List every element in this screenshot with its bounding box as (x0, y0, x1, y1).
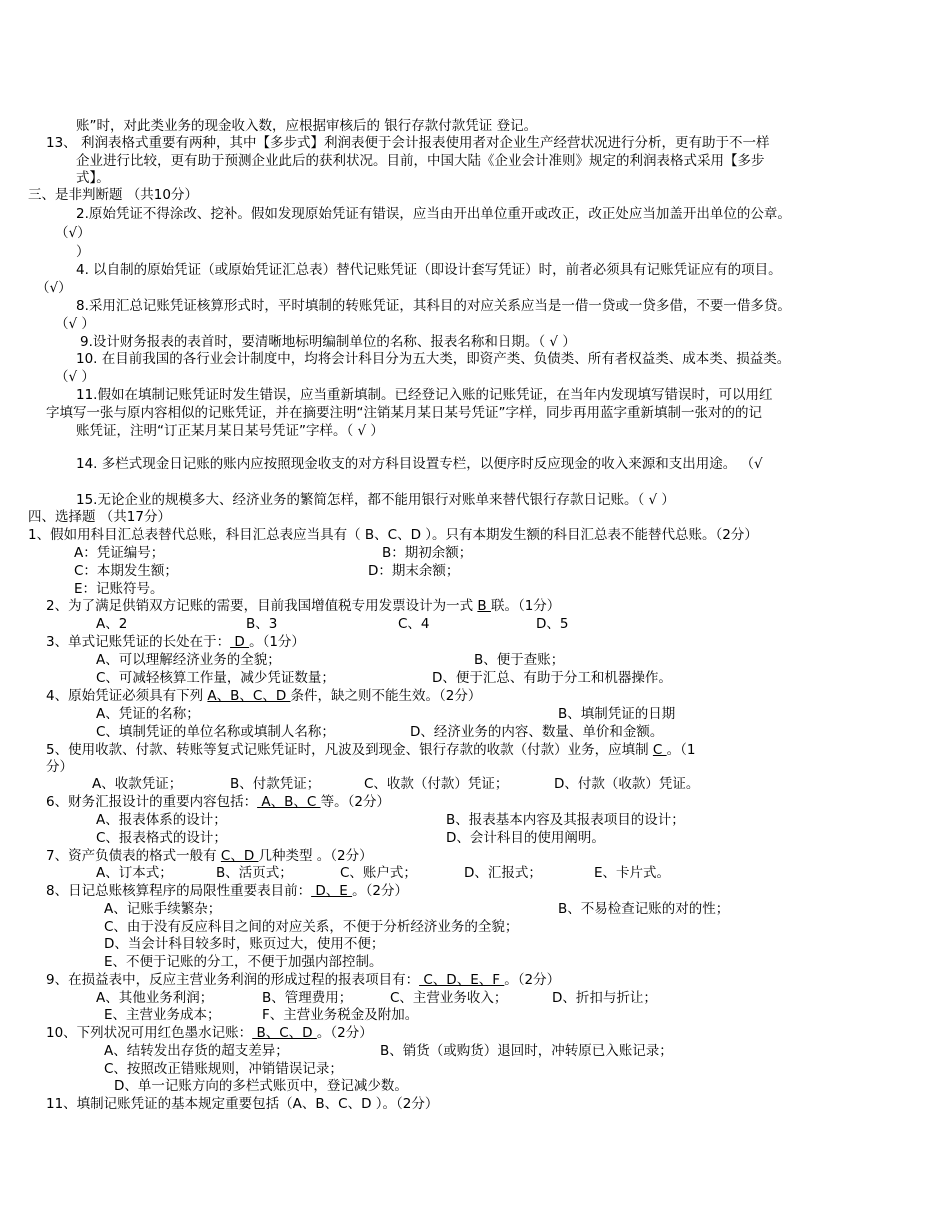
text-line (76, 456, 763, 473)
text-line (410, 724, 663, 741)
text-segment: B、销货（或购货）退回时，冲转原已入账记录； (380, 1043, 673, 1059)
text-segment: 1、假如用科目汇总表替代总账，科目汇总表应当具有（ B、C、D ）。只有本期发生额的科目汇总表不能替代总账。（2分） (28, 527, 758, 543)
text-line (104, 954, 383, 971)
text-line (76, 298, 791, 315)
text-line (96, 830, 227, 847)
text-line (46, 794, 390, 811)
text-segment: B、便于查账； (474, 652, 565, 668)
text-segment: 4. 以自制的原始凭证（或原始凭证汇总表）替代记账凭证（即设计套写凭证）时，前者必须具有记账凭证应有的项目。 (76, 262, 782, 278)
text-segment: C、报表格式的设计； (96, 830, 227, 846)
text-segment: A、收款凭证； (92, 776, 183, 792)
text-line (104, 1007, 221, 1024)
text-line (446, 812, 685, 829)
text-line (96, 616, 127, 633)
text-segment: D、汇报式； (464, 865, 542, 881)
text-line (92, 776, 182, 793)
text-line (364, 776, 508, 793)
text-line (76, 262, 782, 279)
text-segment: 5、使用收款、付款、转账等复式记账凭证时，凡波及到现金、银行存款的收款（付款）业务，应填制 (46, 742, 653, 758)
text-segment: B、活页式； (216, 865, 293, 881)
text-segment: 。（2分） (504, 972, 561, 988)
text-segment: 分） (46, 759, 73, 775)
text-line (46, 598, 560, 615)
text-segment: 等。（2分） (320, 794, 390, 810)
text-line (28, 527, 758, 544)
text-line (46, 1025, 373, 1042)
text-segment: D：期末余额； (368, 563, 460, 579)
text-segment: （√ ） (55, 369, 95, 385)
text-segment: C、账户式； (340, 865, 417, 881)
text-segment: 字填写一张与原内容相似的记账凭证，并在摘要注明“注销某月某日某号凭证”字样，同步再用蓝字重新填制一张对的的记 (46, 405, 762, 421)
text-line (74, 563, 178, 580)
text-segment: 13、 利润表格式重要有两种，其中【多步式】利润表便于会计报表使用者对企业生产经营状况进行分析，更有助于不一样 (46, 135, 770, 151)
text-line (230, 776, 320, 793)
text-segment: B、付款凭证； (230, 776, 321, 792)
text-line (76, 118, 537, 135)
text-segment: A、报表体系的设计； (96, 812, 227, 828)
text-segment: 8、日记总账核算程序的局限性重要表目前： (46, 883, 312, 899)
text-segment: 。（2分） (316, 1025, 373, 1041)
text-segment: B、管理费用； (262, 990, 353, 1006)
text-line (114, 1078, 408, 1095)
text-line (76, 170, 110, 187)
text-line (46, 972, 560, 989)
text-line (74, 545, 164, 562)
text-segment: A：凭证编号； (74, 545, 165, 561)
text-line (96, 990, 213, 1007)
text-segment: 。（1分） (249, 634, 305, 650)
text-segment: 式】。 (76, 170, 110, 186)
text-line (380, 1043, 673, 1060)
text-line (246, 616, 277, 633)
text-segment: （√ ） (55, 316, 95, 332)
text-line (464, 865, 542, 882)
text-line (96, 706, 200, 723)
answer-blank: B、C、D (252, 1025, 317, 1041)
text-line (46, 883, 408, 900)
text-segment: E、主营业务成本； (104, 1007, 221, 1023)
text-segment: C、收款（付款）凭证； (364, 776, 509, 792)
text-line (536, 616, 568, 633)
text-segment: 7、资产负债表的格式一般有 (46, 848, 221, 864)
answer-blank: D (230, 634, 250, 650)
text-segment: C：本期发生额； (74, 563, 178, 579)
text-line (474, 652, 564, 669)
text-segment: 三、是非判断题 （共10分） (28, 187, 198, 203)
text-segment: （√） (36, 280, 72, 296)
text-line (382, 545, 472, 562)
text-segment: E：记账符号。 (74, 581, 164, 597)
answer-blank: C、D (220, 848, 259, 864)
text-segment: E、不便于记账的分工，不便于加强内部控制。 (104, 954, 383, 970)
text-segment: D、付款（收款）凭证。 (554, 776, 700, 792)
text-line (76, 153, 765, 170)
text-line (104, 919, 518, 936)
text-line (262, 1007, 418, 1024)
text-line (104, 901, 221, 918)
text-segment: 4、原始凭证必须具有下列 (46, 688, 208, 704)
text-segment: 14. 多栏式现金日记账的账内应按照现金收支的对方科目设置专栏，以便序时反应现金的收入来源和支出用途。 （√ (76, 456, 763, 472)
text-segment: ） (76, 244, 90, 260)
text-segment: 联。（1分） (490, 598, 561, 614)
text-segment: B、3 (246, 616, 278, 632)
text-segment: C、填制凭证的单位名称或填制人名称； (96, 724, 335, 740)
text-segment: 账”时，对此类业务的现金收入数，应根据审核后的 银行存款付款凭证 登记。 (76, 118, 538, 134)
text-segment: 2、为了满足供销双方记账的需要，目前我国增值税专用发票设计为一式 (46, 598, 478, 614)
text-line (36, 280, 72, 297)
text-segment: C、按照改正错账规则，冲销错误记录； (104, 1061, 343, 1077)
text-segment: A、订本式； (96, 865, 173, 881)
text-segment: 9、在损益表中，反应主营业务利润的形成过程的报表项目有： (46, 972, 420, 988)
text-segment: 11.假如在填制记账凭证时发生错误，应当重新填制。已经登记入账的记账凭证，在当年内发现填写错误时，可以用红 (76, 387, 773, 403)
text-line (76, 206, 791, 223)
text-line (96, 865, 173, 882)
text-segment: A、其他业务利润； (96, 990, 214, 1006)
text-segment: 账凭证，注明“订正某月某日某号凭证”字样。（ √ ） (76, 423, 384, 439)
text-line (96, 812, 227, 829)
text-line (46, 135, 769, 152)
text-segment: 条件，缺之则不能生效。（2分） (290, 688, 482, 704)
text-line (96, 724, 335, 741)
text-segment: 8.采用汇总记账凭证核算形式时，平时填制的转账凭证，其科目的对应关系应当是一借一贷或一贷多借，不要一借多贷。 (76, 298, 791, 314)
text-line (46, 634, 305, 651)
text-segment: A、可以理解经济业务的全貌； (96, 652, 281, 668)
text-line (554, 776, 699, 793)
text-line (80, 334, 576, 351)
text-segment: A、记账手续繁杂； (104, 901, 222, 917)
text-segment: 。（1 (666, 742, 696, 758)
text-segment: （√） (55, 225, 91, 241)
text-segment: D、会计科目的使用阐明。 (446, 830, 605, 846)
text-segment: 11、填制记账凭证的基本规定重要包括（A、B、C、D ）。（2分） (46, 1096, 439, 1112)
text-line (76, 351, 790, 368)
text-line (390, 990, 507, 1007)
text-segment: 6、财务汇报设计的重要内容包括： (46, 794, 258, 810)
text-segment: D、折扣与折让； (552, 990, 657, 1006)
text-line (340, 865, 417, 882)
text-line (28, 509, 171, 526)
text-segment: 3、单式记账凭证的长处在于： (46, 634, 231, 650)
text-segment: B、报表基本内容及其报表项目的设计； (446, 812, 685, 828)
text-line (594, 865, 670, 882)
text-segment: A、2 (96, 616, 128, 632)
text-segment: D、当会计科目较多时，账页过大，使用不便； (104, 936, 385, 952)
text-segment: 9.设计财务报表的表首时，要清晰地标明编制单位的名称、报表名称和日期。（ √ ） (80, 334, 576, 350)
text-line (46, 1096, 438, 1113)
text-line (46, 688, 481, 705)
text-segment: D、单一记账方向的多栏式账页中，登记减少数。 (114, 1078, 408, 1094)
text-segment: E、卡片式。 (594, 865, 671, 881)
answer-blank: A、B、C、D (207, 688, 291, 704)
text-segment: C、由于没有反应科目之间的对应关系，不便于分析经济业务的全貌； (104, 919, 519, 935)
text-line (398, 616, 430, 633)
text-segment: 。（2分） (352, 883, 408, 899)
text-line (104, 1061, 343, 1078)
text-segment: A、结转发出存货的超支差异； (104, 1043, 289, 1059)
text-line (28, 187, 198, 204)
answer-blank: C (652, 742, 667, 758)
text-segment: 几种类型 。（2分） (258, 848, 373, 864)
text-line (55, 225, 91, 242)
text-segment: C、4 (398, 616, 430, 632)
text-segment: D、经济业务的内容、数量、单价和金额。 (410, 724, 664, 740)
text-segment: B、填制凭证的日期 (558, 706, 676, 722)
text-segment: D、5 (536, 616, 569, 632)
text-segment: B、不易检查记账的对的性； (558, 901, 730, 917)
text-line (46, 405, 762, 422)
answer-blank: B (477, 598, 491, 614)
text-segment: 10、下列状况可用红色墨水记账： (46, 1025, 253, 1041)
text-segment: F、主营业务税金及附加。 (262, 1007, 419, 1023)
text-line (558, 706, 675, 723)
answer-blank: D、E (311, 883, 353, 899)
text-line (74, 581, 164, 598)
text-line (368, 563, 459, 580)
text-line (46, 742, 695, 759)
text-segment: D、便于汇总、有助于分工和机器操作。 (432, 670, 672, 686)
text-line (55, 316, 95, 333)
text-line (432, 670, 672, 687)
text-line (558, 901, 729, 918)
text-line (76, 492, 675, 509)
text-line (262, 990, 352, 1007)
text-line (96, 670, 335, 687)
text-line (55, 369, 95, 386)
text-line (104, 936, 384, 953)
answer-blank: A、B、C (257, 794, 321, 810)
text-line (76, 423, 384, 440)
text-line (552, 990, 657, 1007)
text-line (46, 848, 373, 865)
answer-blank: C、D、E、F (419, 972, 505, 988)
text-line (76, 244, 90, 261)
text-segment: 四、选择题 （共17分） (28, 509, 171, 525)
text-segment: 2.原始凭证不得涂改、挖补。假如发现原始凭证有错误，应当由开出单位重开或改正，改正处应当加盖开出单位的公章。 (76, 206, 791, 222)
text-segment: 企业进行比较，更有助于预测企业此后的获利状况。目前，中国大陆《企业会计准则》规定的利润表格式采用【多步 (76, 153, 765, 169)
text-line (76, 387, 772, 404)
text-segment: 10. 在目前我国的各行业会计制度中，均将会计科目分为五大类，即资产类、负债类、所有者权益类、成本类、损益类。 (76, 351, 791, 367)
text-segment: C、主营业务收入； (390, 990, 508, 1006)
text-line (46, 759, 73, 776)
text-segment: B：期初余额； (382, 545, 473, 561)
text-line (216, 865, 293, 882)
text-line (104, 1043, 289, 1060)
text-segment: A、凭证的名称； (96, 706, 200, 722)
text-segment: C、可减轻核算工作量，减少凭证数量； (96, 670, 335, 686)
text-line (96, 652, 281, 669)
text-segment: 15.无论企业的规模多大、经济业务的繁简怎样，都不能用银行对账单来替代银行存款日记账。（ √ ） (76, 492, 675, 508)
text-line (446, 830, 605, 847)
